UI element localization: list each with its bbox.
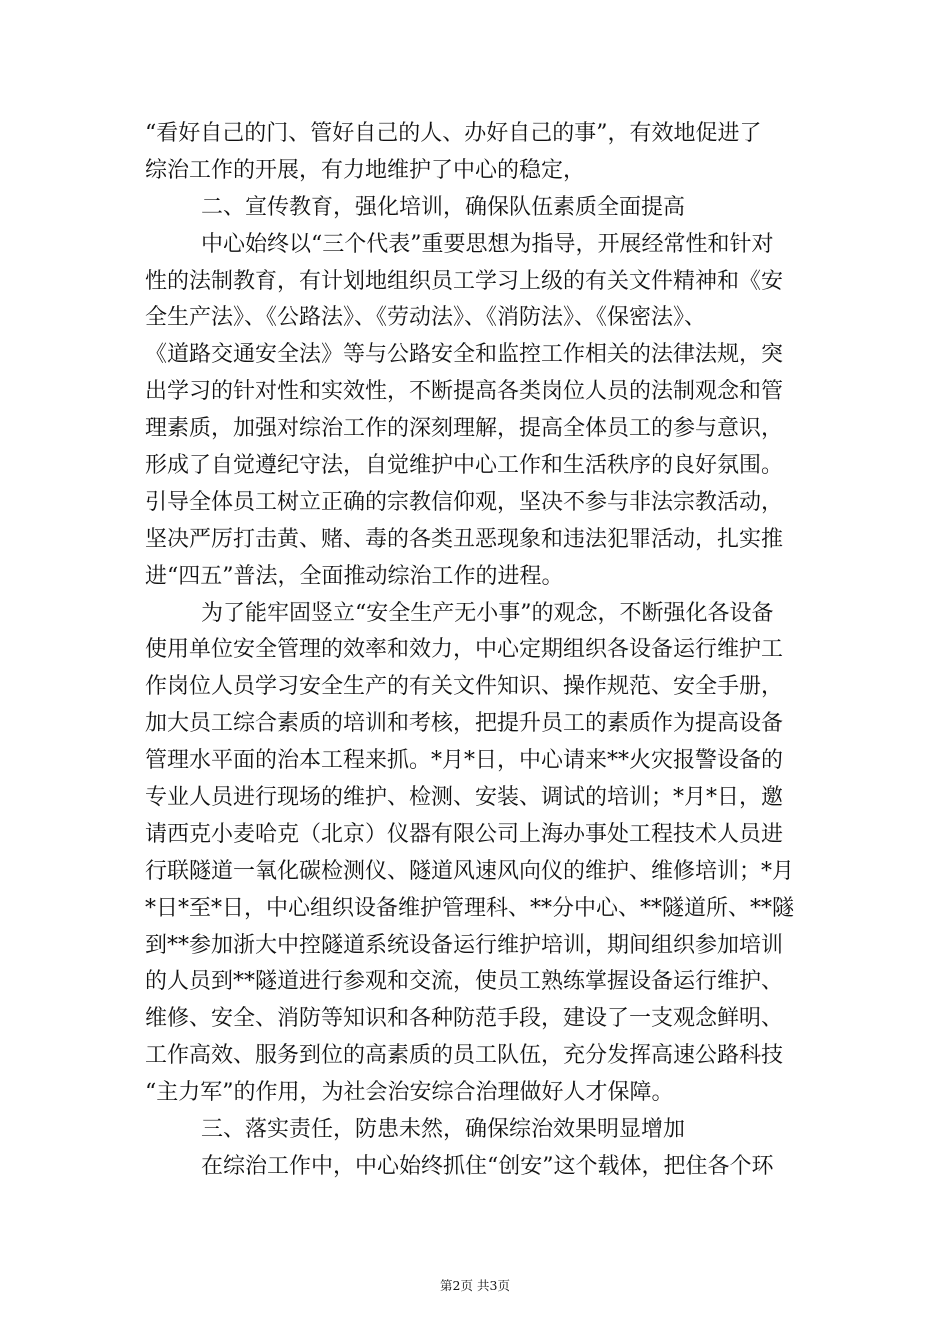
text-line: 专业人员进行现场的维护、检测、安装、调试的培训；*月*日，邀 — [145, 785, 784, 811]
text-line: 《道路交通安全法》等与公路安全和监控工作相关的法律法规，突 — [145, 342, 784, 368]
text-line: 加大员工综合素质的培训和考核，把提升员工的素质作为提高设备 — [145, 711, 784, 737]
footer-prefix: 第 — [440, 1278, 453, 1293]
footer-suffix: 页 — [497, 1278, 510, 1293]
footer-middle: 页 共 — [460, 1278, 490, 1293]
text-line: 请西克小麦哈克（北京）仪器有限公司上海办事处工程技术人员进 — [145, 821, 784, 847]
text-line: 二、宣传教育，强化培训，确保队伍素质全面提高 — [201, 194, 686, 220]
text-line: 到**参加浙大中控隧道系统设备运行维护培训，期间组织参加培训 — [145, 932, 784, 958]
text-line: 形成了自觉遵纪守法，自觉维护中心工作和生活秩序的良好氛围。 — [145, 453, 784, 479]
text-line: “主力军”的作用，为社会治安综合治理做好人才保障。 — [145, 1080, 674, 1106]
text-line: 性的法制教育，有计划地组织员工学习上级的有关文件精神和《安 — [145, 268, 784, 294]
text-line: 综治工作的开展，有力地维护了中心的稳定， — [145, 157, 586, 183]
text-line: 三、落实责任，防患未然，确保综治效果明显增加 — [201, 1117, 686, 1143]
text-line: 作岗位人员学习安全生产的有关文件知识、操作规范、安全手册， — [145, 674, 784, 700]
text-line: *日*至*日，中心组织设备维护管理科、**分中心、**隧道所、**隧 — [145, 895, 795, 921]
footer-current-page: 2 — [452, 1278, 461, 1293]
text-line: 维修、安全、消防等知识和各种防范手段，建设了一支观念鲜明、 — [145, 1006, 784, 1032]
footer-total-pages: 3 — [489, 1278, 498, 1293]
text-line: 管理水平面的治本工程来抓。*月*日，中心请来**火灾报警设备的 — [145, 748, 784, 774]
text-line: 理素质，加强对综治工作的深刻理解，提高全体员工的参与意识， — [145, 416, 784, 442]
text-line: 的人员到**隧道进行参观和交流，使员工熟练掌握设备运行维护、 — [145, 969, 784, 995]
body-text — [145, 116, 810, 1186]
text-line: 为了能牢固竖立“安全生产无小事”的观念，不断强化各设备 — [201, 600, 774, 626]
text-line: “看好自己的门、管好自己的人、办好自己的事”，有效地促进了 — [145, 121, 762, 146]
text-line: 使用单位安全管理的效率和效力，中心定期组织各设备运行维护工 — [145, 637, 784, 663]
text-line: 中心始终以“三个代表”重要思想为指导，开展经常性和针对 — [201, 231, 774, 257]
text-line: 坚决严厉打击黄、赌、毒的各类丑恶现象和违法犯罪活动，扎实推 — [145, 526, 784, 552]
page-footer — [0, 1278, 950, 1294]
text-line: 全生产法》、《公路法》、《劳动法》、《消防法》、《保密法》、 — [145, 305, 707, 331]
text-line: 引导全体员工树立正确的宗教信仰观，坚决不参与非法宗教活动， — [145, 489, 784, 515]
text-line: 工作高效、服务到位的高素质的员工队伍，充分发挥高速公路科技 — [145, 1043, 784, 1069]
text-line: 行联隧道一氧化碳检测仪、隧道风速风向仪的维护、维修培训；*月 — [145, 858, 795, 884]
text-line: 进“四五”普法，全面推动综治工作的进程。 — [145, 563, 564, 589]
text-line: 出学习的针对性和实效性，不断提高各类岗位人员的法制观念和管 — [145, 379, 784, 405]
text-line: 在综治工作中，中心始终抓住“创安”这个载体，把住各个环 — [201, 1153, 774, 1179]
